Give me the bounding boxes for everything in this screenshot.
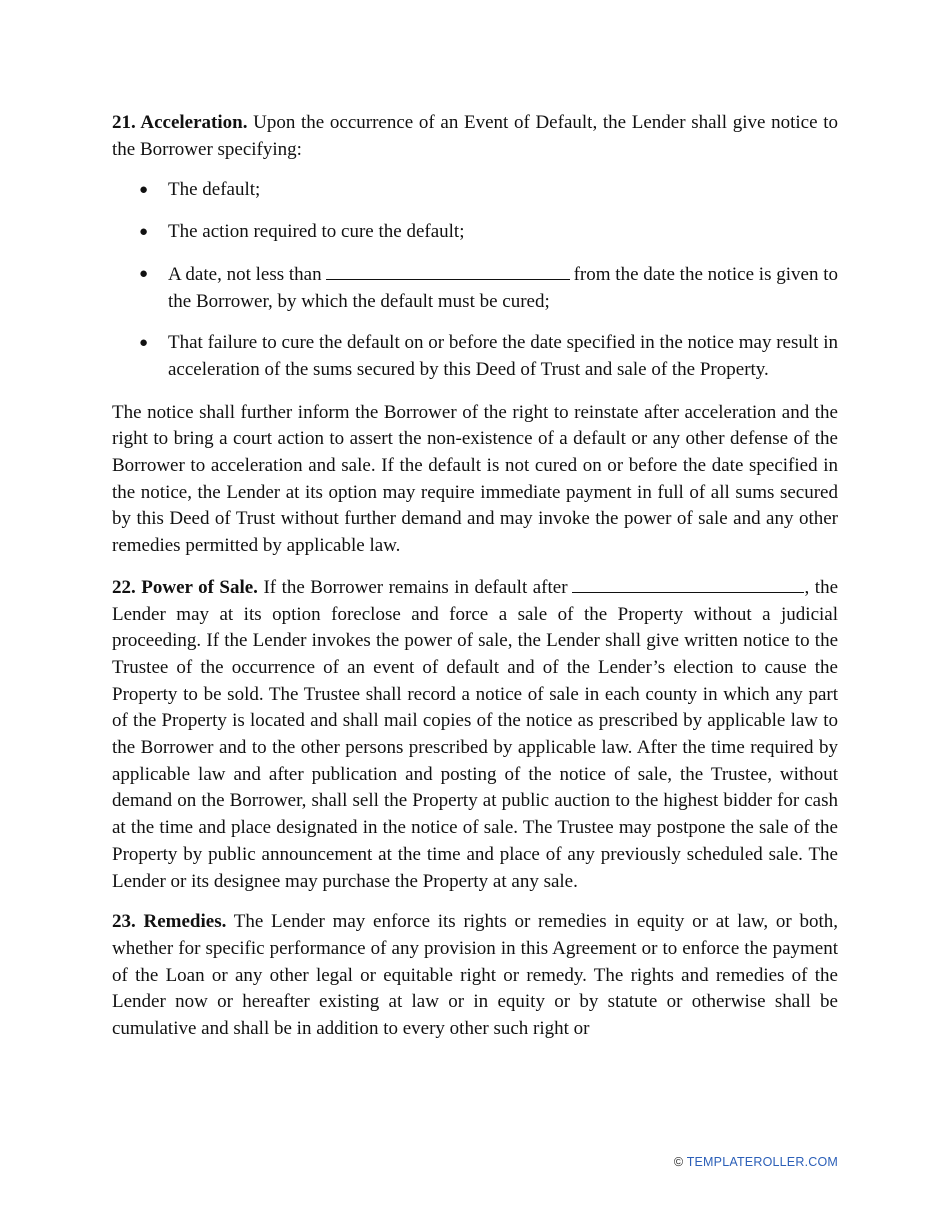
section-22-power-of-sale bbox=[112, 574, 838, 895]
section-21-heading: 21. Acceleration. bbox=[112, 112, 248, 133]
bullet-text: The default; bbox=[168, 179, 261, 201]
copyright-icon: © bbox=[673, 1155, 684, 1169]
bullet-icon: ● bbox=[139, 182, 149, 199]
bullet-text: The action required to cure the default; bbox=[168, 221, 465, 243]
bullet-text: That failure to cure the default on or before the date specified in the notice may result in acceleration of the sums secured by this Deed of Trust and sale of the Property. bbox=[168, 332, 838, 380]
document-page bbox=[112, 110, 838, 1057]
cure-period-blank-field[interactable] bbox=[326, 261, 570, 280]
list-item bbox=[112, 177, 838, 204]
bullet-icon: ● bbox=[139, 265, 149, 282]
section-22-body: , the Lender may at its option foreclose and force a sale of the Property without a judicial proceeding. If the Lender invokes the power of sale, the Lender shall give written notice to the Trustee of the occurrence of an event of default and of the Lender’s election to cause the Property to be sold. The Trustee shall record a notice of sale in each county in which any part of the Property is located and shall mail copies of the notice as prescribed by applicable law to the Borrower and to the other persons prescribed by applicable law. After the time required by applicable law and after publication and posting of the notice of sale, the Trustee, without demand on the Borrower, shall sell the Property at public auction to the highest bidder for cash at the time and place designated in the notice of sale. The Trustee may postpone the sale of the Property by public announcement at the time and place of any previously scheduled sale. The Lender or its designee may purchase the Property at any sale. bbox=[112, 576, 839, 892]
section-23-body: The Lender may enforce its rights or remedies in equity or at law, or both, whether for specific performance of any provision in this Agreement or to enforce the payment of the Loan or any other legal or equitable right or remedy. The rights and remedies of the Lender now or hereafter existing at law or in equity or by statute or otherwise shall be cumulative and shall be in addition to every other such right or bbox=[112, 911, 838, 1040]
list-item bbox=[112, 261, 838, 315]
bullet-icon: ● bbox=[139, 224, 149, 241]
bullet-text-post: from the date the notice is given to the Borrower, by which the default must be cured; bbox=[168, 263, 838, 312]
section-21-intro: Upon the occurrence of an Event of Default, the Lender shall give notice to the Borrower specifying: bbox=[112, 112, 838, 160]
section-21-acceleration bbox=[112, 110, 838, 163]
footer-copyright bbox=[674, 1155, 838, 1169]
default-period-blank-field[interactable] bbox=[572, 574, 804, 593]
section-23-remedies bbox=[112, 909, 838, 1043]
bullet-icon: ● bbox=[139, 335, 149, 352]
section-22-heading: 22. Power of Sale. bbox=[112, 576, 258, 598]
bullet-text-pre: A date, not less than bbox=[168, 263, 322, 285]
list-item bbox=[112, 330, 838, 383]
default-notice-list bbox=[112, 177, 838, 383]
section-22-pre-blank: If the Borrower remains in default after bbox=[263, 576, 568, 598]
section-21-closing: The notice shall further inform the Borrower of the right to reinstate after acceleration and the right to bring a court action to assert the non-existence of a default or any other defense of the Borrower to acceleration and sale. If the default is not cured on or before the date specified in the notice, the Lender at its option may require immediate payment in full of all sums secured by this Deed of Trust without further demand and may invoke the power of sale and any other remedies permitted by applicable law. bbox=[112, 401, 838, 557]
templateroller-link[interactable]: TEMPLATEROLLER.COM bbox=[686, 1155, 838, 1169]
list-item bbox=[112, 219, 838, 246]
section-23-heading: 23. Remedies. bbox=[112, 911, 227, 933]
